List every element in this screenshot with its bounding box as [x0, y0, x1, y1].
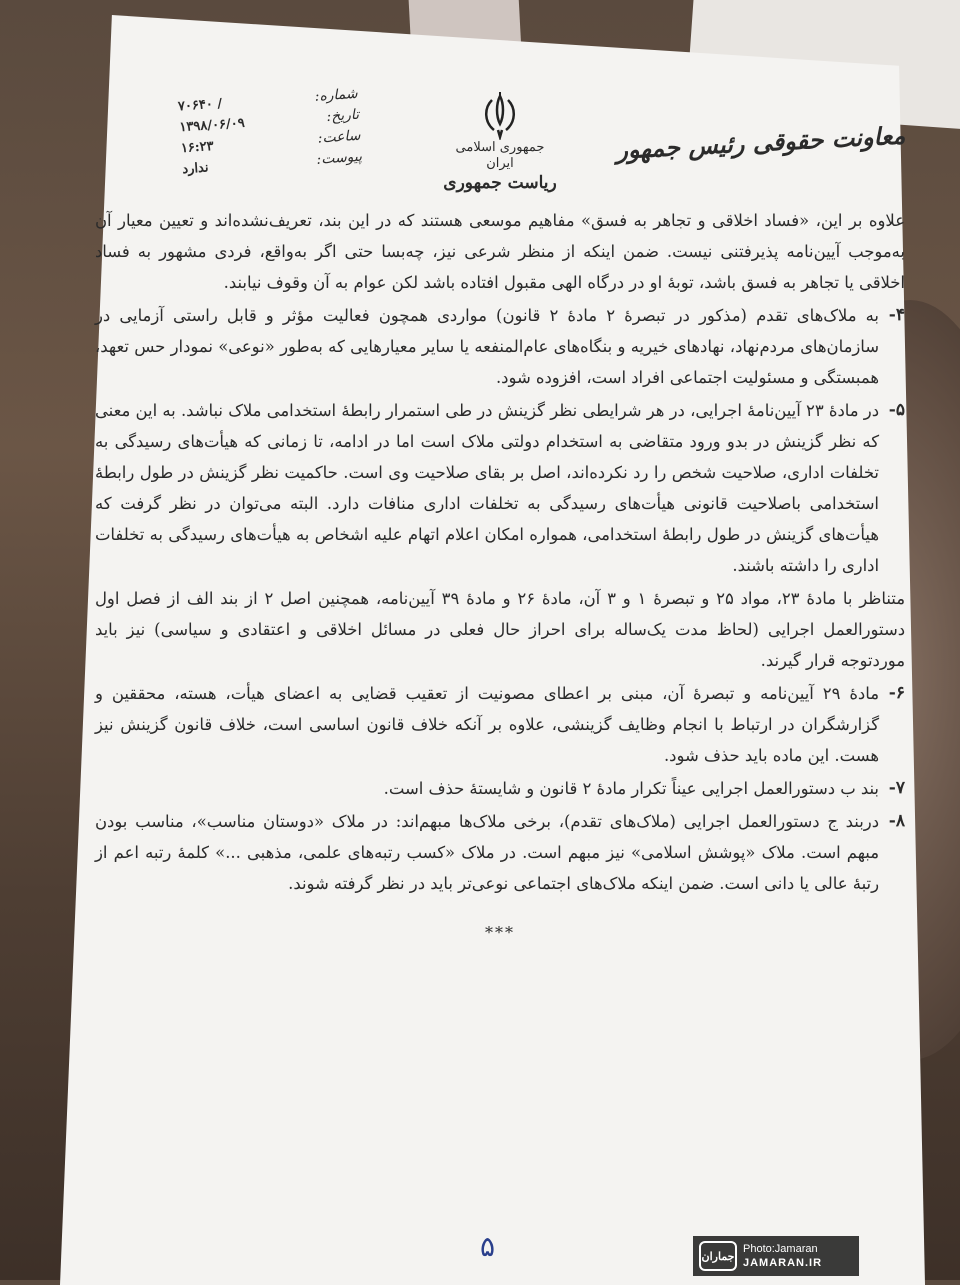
clause-number: ۴- [888, 305, 905, 325]
clause-7 [95, 773, 905, 806]
clause-4 [95, 300, 905, 395]
clause-6 [95, 678, 905, 773]
document-meta [177, 84, 362, 180]
page-number: ۵ [480, 1230, 496, 1263]
department-title: معاونت حقوقی رئیس جمهور [615, 120, 906, 165]
government-emblem [440, 90, 560, 194]
clause-text: بند ب دستورالعمل اجرایی عیناً تکرار مادهٔ ۲ قانون و شایستهٔ حذف است. [383, 779, 879, 798]
meta-attachment: پیوست: ندارد [181, 148, 363, 178]
iran-emblem-icon [478, 90, 522, 140]
clause-number: ۵- [888, 400, 905, 420]
photo-watermark [693, 1236, 859, 1276]
clause-text: در مادهٔ ۲۳ آیین‌نامهٔ اجرایی، در هر شرایطی نظر گزینش در طی استمرار رابطهٔ استخدامی ملاک نباشد. به این معنی که نظر گزینش در بدو ورود متقاضی به استخدام دولتی ملاک است اما در ادامه، تا زمانی که هیأت‌های رسیدگی به تخلفات اداری، صلاحیت شخص را رد نکرده‌اند، اصل بر بقای صلاحیت وی است. حاکمیت نظر گزینش در طول رابطهٔ استخدامی باصلاحیت قانونی هیأت‌های رسیدگی به تخلفات اداری منافات دارد. البته می‌توان در نظر گرفت که هیأت‌های گزینش در طول رابطهٔ استخدامی، همواره امکان اعلام اتهام علیه اشخاص به هیأت‌های رسیدگی به تخلفات اداری را داشته باشند. [95, 401, 879, 575]
jamaran-logo-icon: جماران [699, 1241, 737, 1271]
clause-text: مادهٔ ۲۹ آیین‌نامه و تبصرهٔ آن، مبنی بر اعطای مصونیت از تعقیب قضایی به اعضای هیأت، هسته، محققین و گزارشگران در ارتباط با انجام وظایف گزینشی، علاوه بر آنکه خلاف قانون اساسی است، خلاف قانون گزینش نیز هست. این ماده باید حذف شود. [95, 684, 879, 765]
emblem-office: ریاست جمهوری [443, 173, 557, 193]
meta-date: تاریخ: ۱۳۹۸/۰۶/۰۹ [178, 106, 360, 136]
watermark-site: JAMARAN.IR [743, 1257, 823, 1269]
document-body [95, 205, 905, 942]
clause-5 [95, 395, 905, 583]
meta-number: شماره: ۷۰۶۴۰ / [177, 85, 359, 115]
photo-credit: Photo:Jamaran [743, 1243, 818, 1255]
document-content [95, 80, 905, 1280]
clause-number: ۶- [888, 683, 905, 703]
meta-time: ساعت: ۱۶:۲۳ [180, 127, 362, 157]
clause-number: ۷- [888, 778, 905, 798]
clause-8 [95, 806, 905, 901]
emblem-country: جمهوری اسلامی ایران [455, 140, 545, 171]
intro-paragraph: علاوه بر این، «فساد اخلاقی و تجاهر به فسق» مفاهیم موسعی هستند که در این بند، تعریف‌نشده‌اند و تعیین معیار آن به‌موجب آیین‌نامه پذیرفتنی نیست. ضمن اینکه از منظر شرعی نیز، چه‌بسا حتی اگر به‌واقع، فردی مشهور به فساد اخلاقی یا تجاهر به فسق باشد، توبهٔ او در درگاه الهی مقبول افتاده باشد لکن عوام به آن وقوف نیابند. [95, 211, 905, 292]
clause-text: به ملاک‌های تقدم (مذکور در تبصرهٔ ۲ مادهٔ ۲ قانون) مواردی همچون فعالیت مؤثر و قابل راستی آزمایی در سازمان‌های مردم‌نهاد، نهادهای خیریه و بنگاه‌های عام‌المنفعه یا سایر معیارهایی که به‌طور «نوعی» نمودار حس تعهد، همبستگی و مسئولیت اجتماعی افراد است، افزوده شود. [95, 306, 879, 387]
section-separator: *** [485, 923, 515, 942]
clause-text: دربند ج دستورالعمل اجرایی (ملاک‌های تقدم)، برخی ملاک‌ها مبهم‌اند: در ملاک «دوستان مناسب»، مناسب بودن مبهم است. ملاک «پوشش اسلامی» نیز مبهم است. در ملاک «کسب رتبه‌های علمی، مذهبی ...» کلمهٔ رتبه اعم از رتبهٔ عالی یا دانی است. ضمن اینکه ملاک‌های اجتماعی نوعی‌تر باید در نظر گرفته شوند. [95, 812, 879, 893]
clause-number: ۸- [888, 811, 905, 831]
related-articles-paragraph: متناظر با مادهٔ ۲۳، مواد ۲۵ و تبصرهٔ ۱ و ۳ آن، مادهٔ ۲۶ و مادهٔ ۳۹ آیین‌نامه، همچنین اصل ۲ از بند الف از فصل اول دستورالعمل اجرایی (لحاظ مدت یک‌ساله برای احراز حال فعلی در مسائل اخلاقی و اعتقادی و سیاسی) نیز باید موردتوجه قرار گیرند. [95, 589, 906, 670]
